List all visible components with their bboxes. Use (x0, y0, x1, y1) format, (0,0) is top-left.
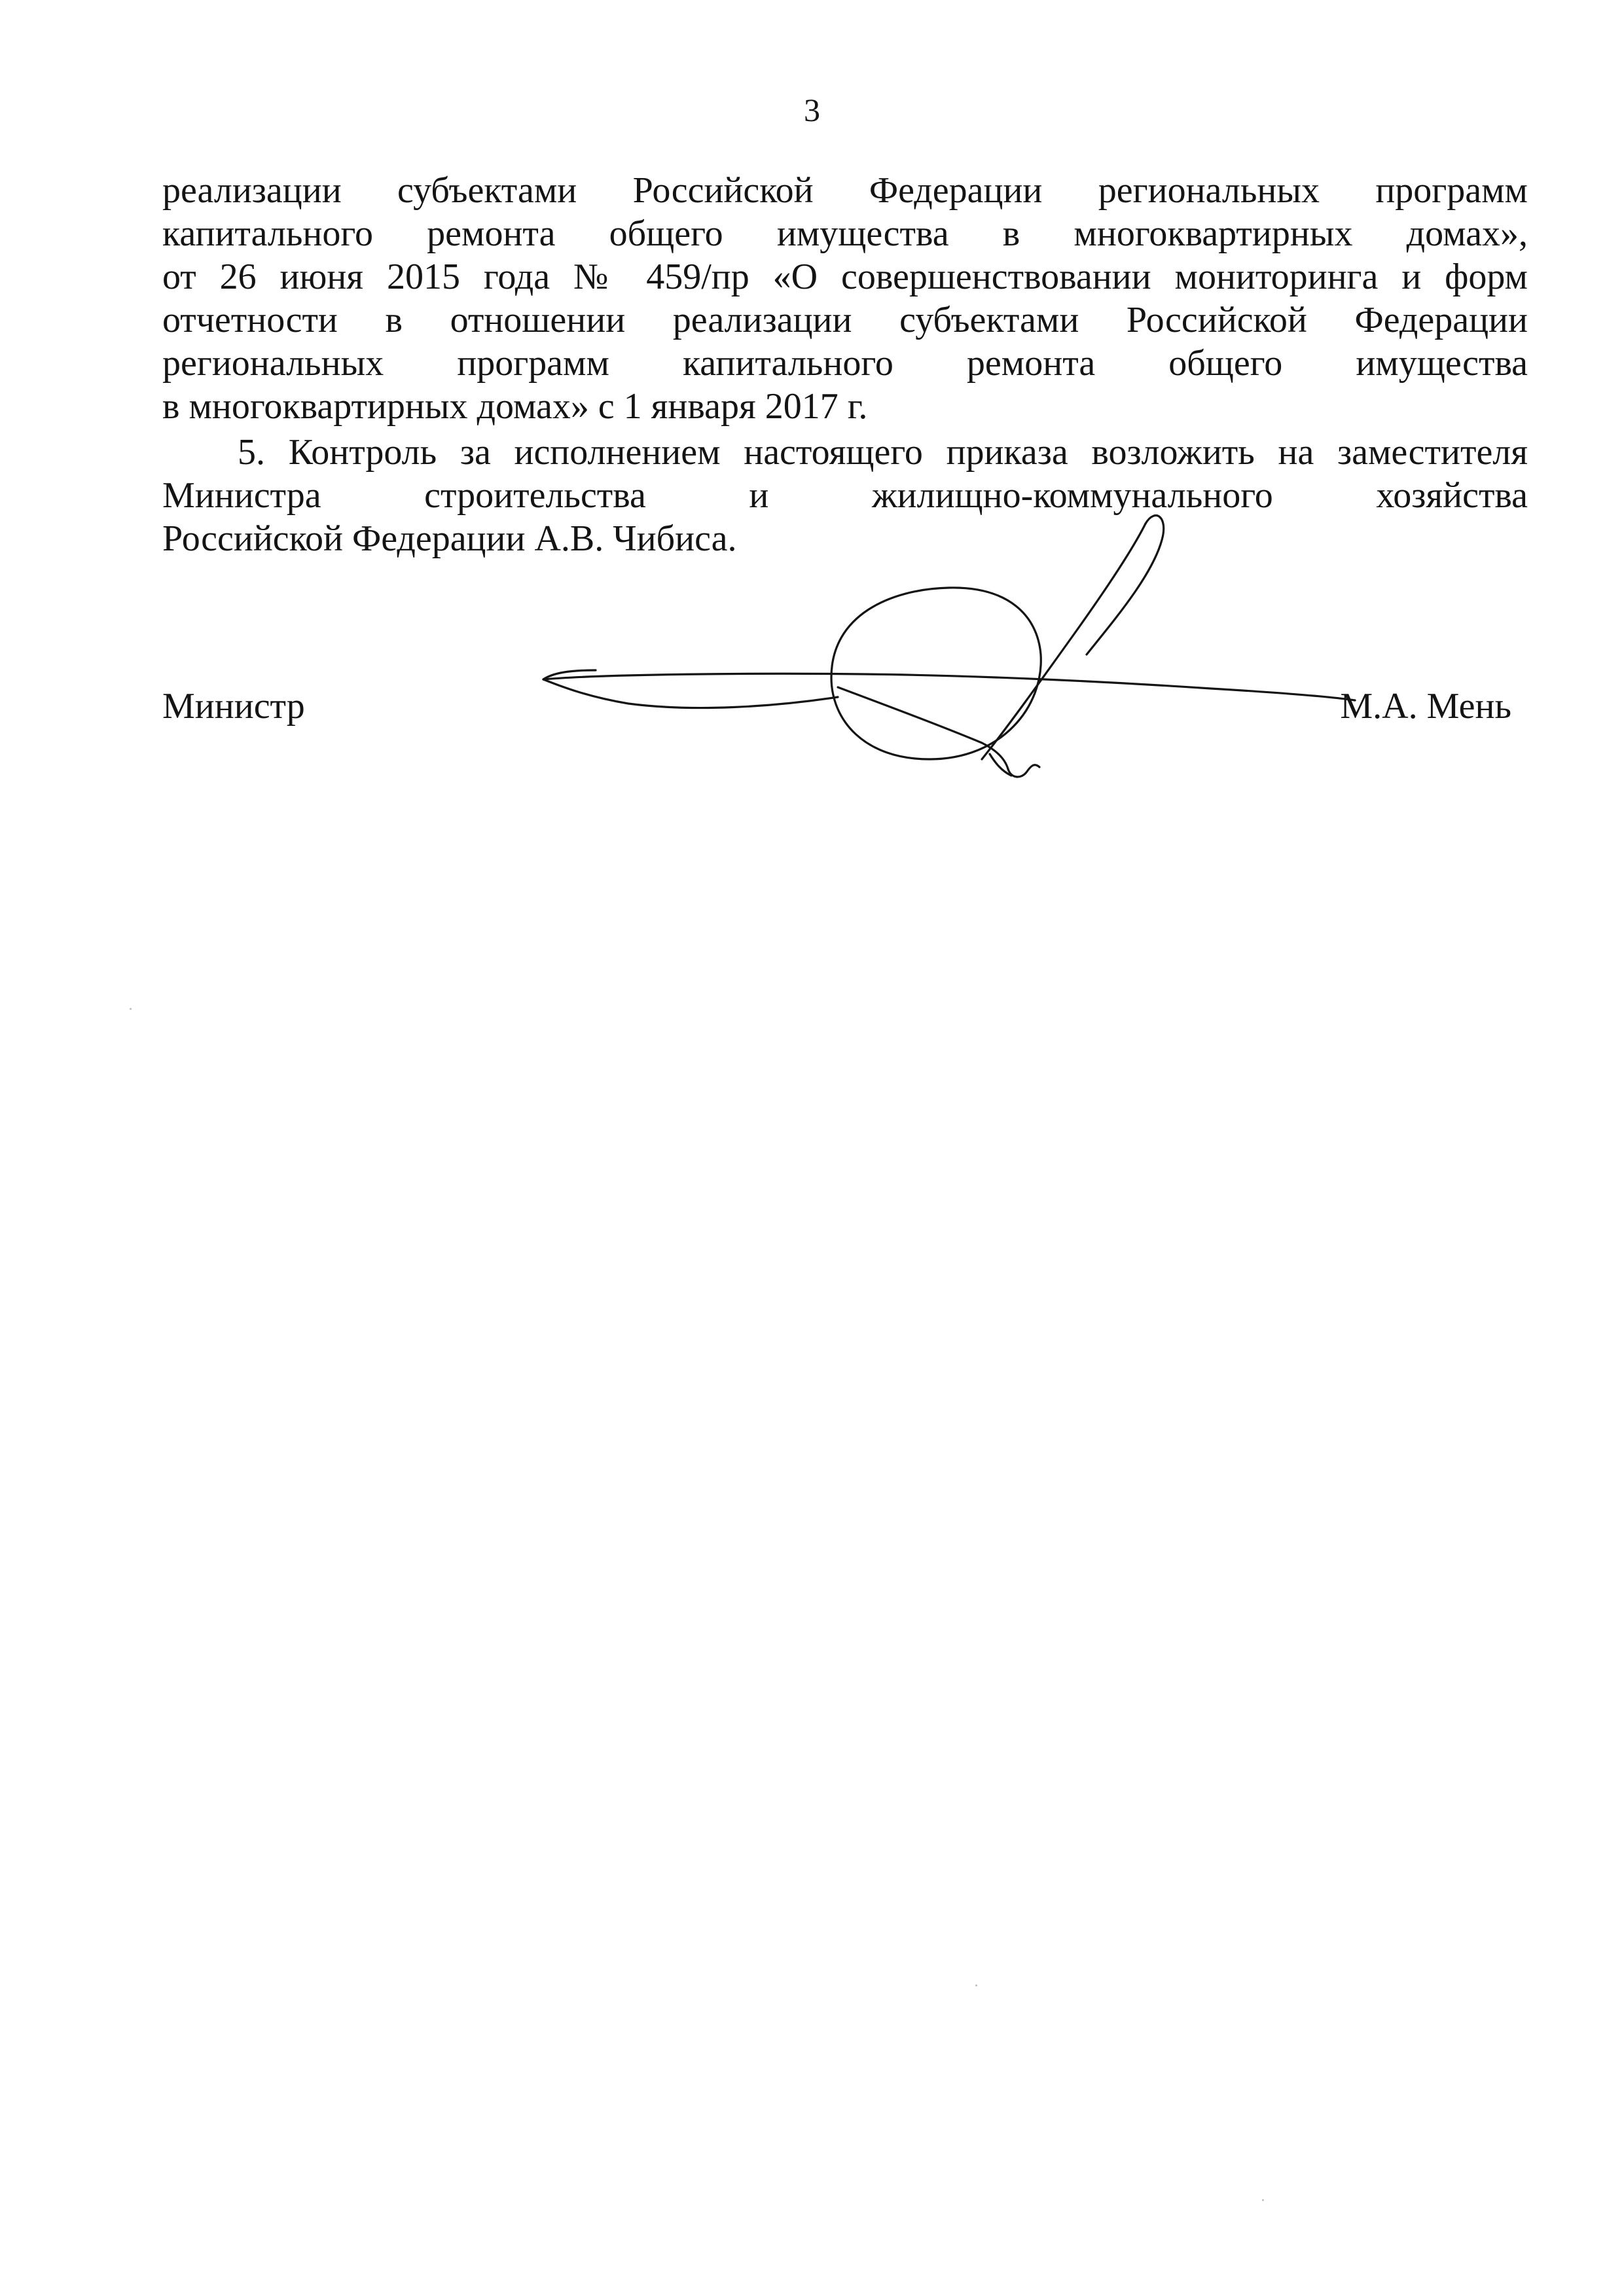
page-number: 3 (804, 92, 820, 128)
text-line: в многоквартирных домах» с 1 января 2017 г. (162, 386, 868, 427)
text-line: региональных программ капитального ремонта общего имущества (162, 343, 1528, 384)
text-line: отчетности в отношении реализации субъектами Российской Федерации (162, 300, 1528, 340)
text-line: реализации субъектами Российской Федерации региональных программ (162, 170, 1528, 211)
text-line: Министра строительства и жилищно-коммунального хозяйства (162, 475, 1528, 516)
scan-speck (975, 1984, 977, 1986)
scan-speck (1262, 2199, 1264, 2201)
scan-speck (130, 1008, 132, 1010)
signatory-title: Министр (162, 686, 305, 726)
paragraph-continuation (162, 169, 1528, 428)
signatory-name: М.А. Мень (1340, 686, 1511, 726)
text-line: от 26 июня 2015 года № 459/пр «О совершенствовании мониторинга и форм (162, 257, 1528, 297)
handwritten-signature (524, 511, 1375, 851)
text-line: 5. Контроль за исполнением настоящего приказа возложить на заместителя (238, 432, 1528, 473)
text-line: капитального ремонта общего имущества в многоквартирных домах», (162, 213, 1528, 254)
text-line: Российской Федерации А.В. Чибиса. (162, 518, 737, 559)
